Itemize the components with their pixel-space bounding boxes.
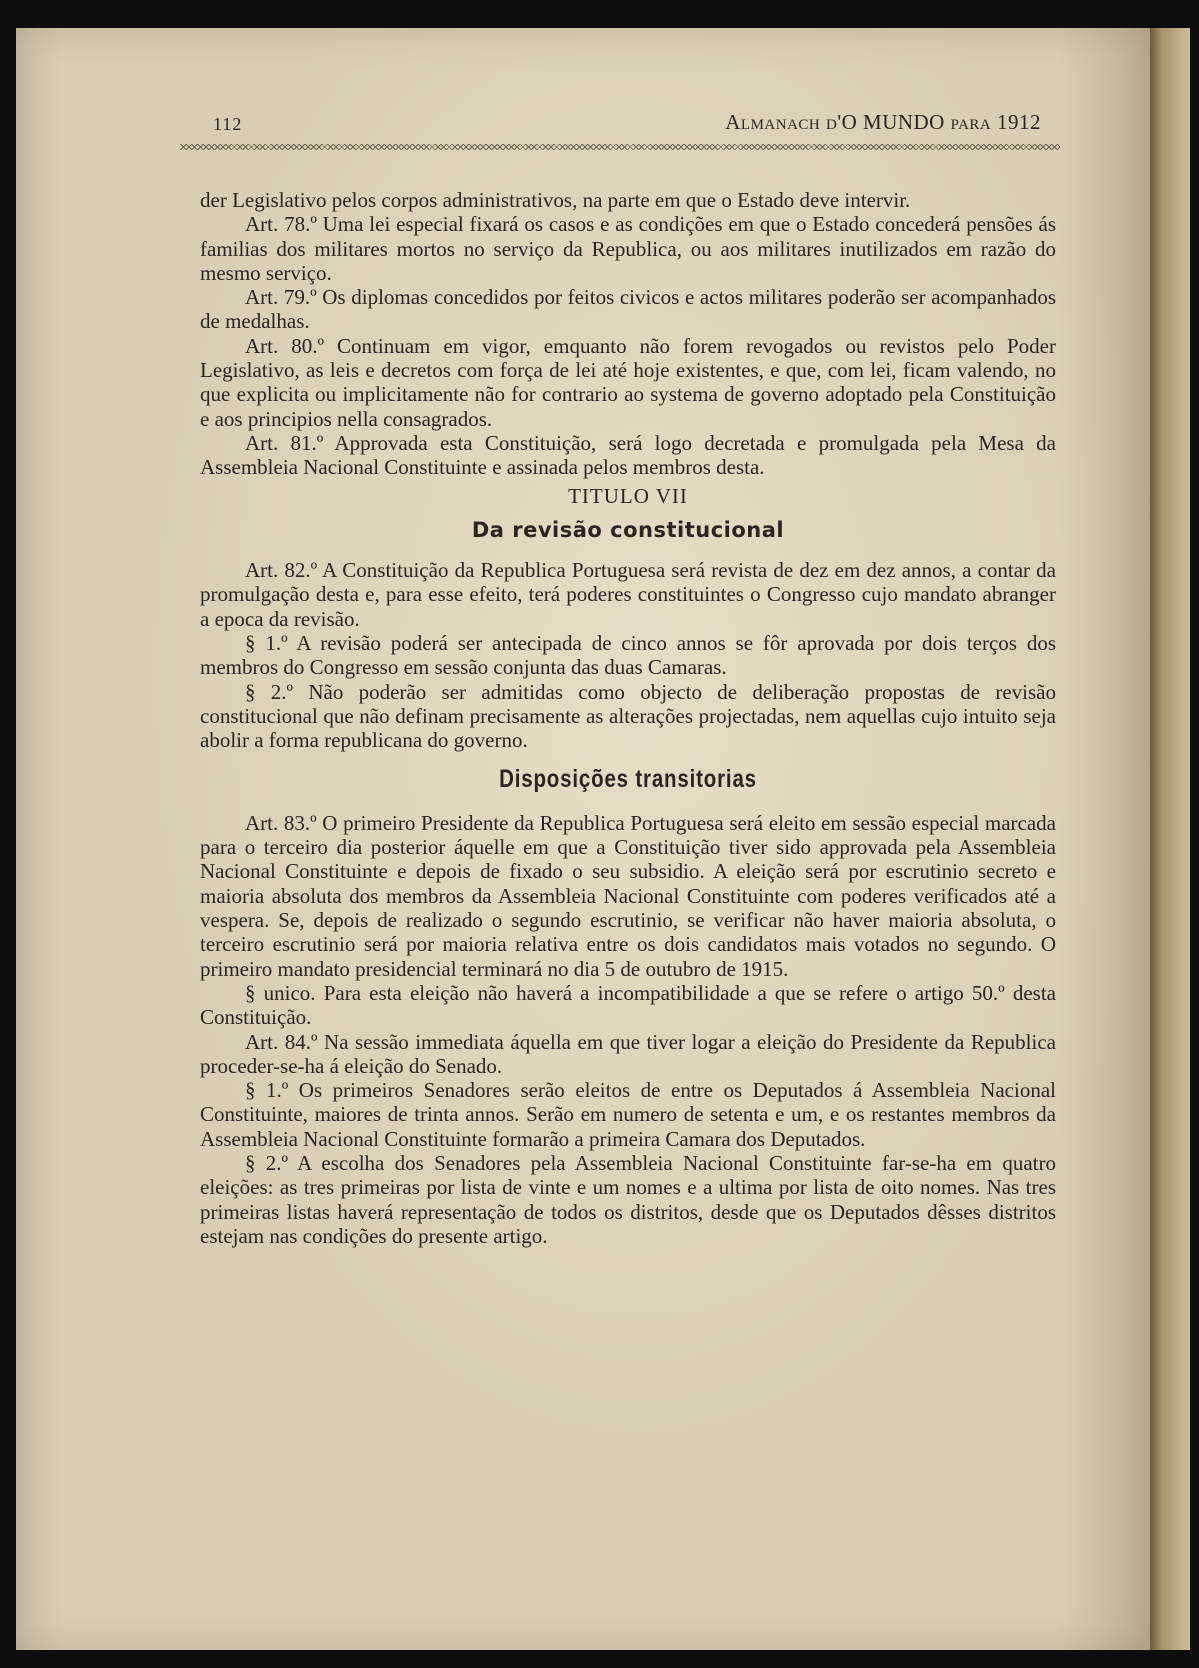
article-80: Art. 80.º Continuam em vigor, emquanto não forem revogados ou revistos pelo Poder Legislativo, as leis e decretos com força de lei até hoje existentes, e que, com lei, ficam valendo, no que explicita ou implicitamente não for contrario ao systema de governo adoptado pela Constituição e aos principios nella consagrados. <box>200 333 1056 431</box>
body-text <box>200 188 1056 1248</box>
running-head <box>195 110 1045 140</box>
running-head-title: Almanach d'O MUNDO para 1912 <box>725 110 1041 134</box>
article-82-paragraph-2: § 2.º Não poderão ser admitidas como objecto de deliberação propostas de revisão constitucional que não definam precisamente as alterações projectadas, nem aquellas cujo intuito seja abolir a forma republicana do governo. <box>200 679 1056 753</box>
article-82: Art. 82.º A Constituição da Republica Portuguesa será revista de dez em dez annos, a contar da promulgação desta e, para esse efeito, terá poderes constituintes o Congresso cujo mandato abranger a epoca da revisão. <box>200 558 1056 631</box>
article-81: Art. 81.º Approvada esta Constituição, será logo decretada e promulgada pela Mesa da Assembleia Nacional Constituinte e assinada pelos membros desta. <box>200 430 1056 480</box>
titulo-heading: TITULO VII <box>568 483 688 508</box>
article-83-paragraph-unico: § unico. Para esta eleição não haverá a incompatibilidade a que se refere o artigo 50.º desta Constituição. <box>200 980 1056 1030</box>
section-heading: Da revisão constitucional <box>471 517 785 542</box>
article-83: Art. 83.º O primeiro Presidente da Republica Portuguesa será eleito em sessão especial marcada para o terceiro dia posterior áquelle em que a Constituição tiver sido approvada pela Assembleia Nacional Constituinte e depois de fixado o seu subsidio. A eleição será por escrutinio secreto e maioria absoluta dos membros da Assembleia Nacional Constituinte com poderes verificados até a vespera. Se, depois de realizado o segundo escrutinio, se verificar não haver maioria absoluta, o terceiro escrutinio será por maioria relativa entre os dois candidatos mais votados no segundo. O primeiro mandato presidencial terminará no dia 5 de outubro de 1915. <box>200 810 1056 981</box>
article-82-paragraph-1: § 1.º A revisão poderá ser antecipada de cinco annos se fôr aprovada por dois terços dos membros do Congresso em sessão conjunta das duas Camaras. <box>200 631 1056 680</box>
decorative-rule <box>180 144 1060 150</box>
article-78: Art. 78.º Uma lei especial fixará os casos e as condições em que o Estado concederá pensões ás familias dos militares mortos no serviço da Republica, ou aos militares inutilizados em razão do mesmo serviço. <box>200 212 1056 285</box>
adjacent-page-edge <box>1150 28 1190 1650</box>
article-84-paragraph-1: § 1.º Os primeiros Senadores serão eleitos de entre os Deputados á Assembleia Nacional Constituinte, maiores de trinta annos. Serão em numero de setenta e um, e os restantes membros da Assembleia Nacional Constituinte formarão a primeira Camara dos Deputados. <box>200 1078 1056 1151</box>
transitional-provisions-heading: Disposições transitorias <box>499 764 757 793</box>
paragraph: der Legislativo pelos corpos administrativos, na parte em que o Estado deve intervir. <box>200 188 911 212</box>
article-79: Art. 79.º Os diplomas concedidos por feitos civicos e actos militares poderão ser acompanhados de medalhas. <box>200 285 1056 334</box>
article-84: Art. 84.º Na sessão immediata áquella em que tiver logar a eleição do Presidente da Republica proceder-se-ha á eleição do Senado. <box>200 1029 1056 1078</box>
page-number: 112 <box>213 114 243 134</box>
article-84-paragraph-2: § 2.º A escolha dos Senadores pela Assembleia Nacional Constituinte far-se-ha em quatro eleições: as tres primeiras por lista de vinte e um nomes e a ultima por lista de oito nomes. Nas tres primeiras listas haverá representação de todos os distritos, desde que os Deputados dêsses distritos estejam nas condições do presente artigo. <box>200 1150 1056 1248</box>
